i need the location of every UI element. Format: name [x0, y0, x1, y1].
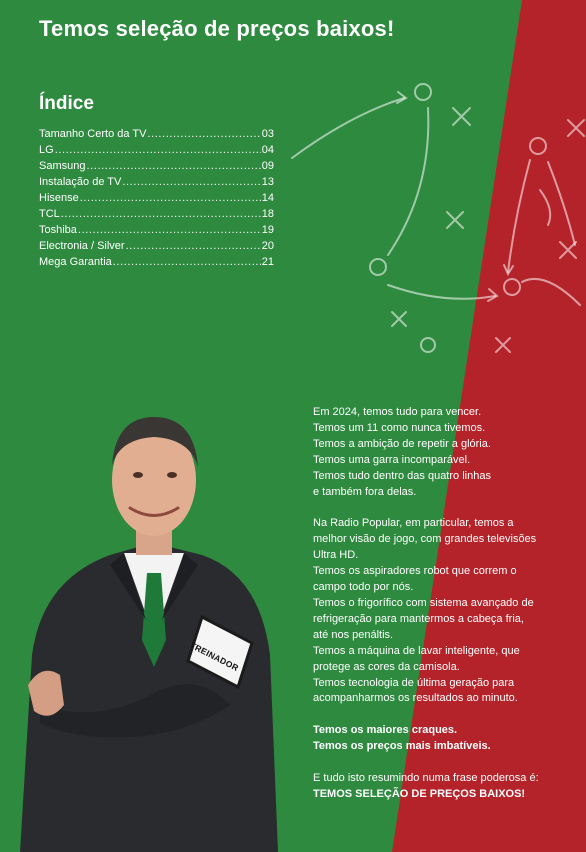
toc-item-label: LG: [39, 144, 54, 156]
toc-item-mega-garantia[interactable]: [39, 256, 274, 272]
toc-leader-dots: [80, 192, 261, 204]
toc-item-label: Samsung: [39, 160, 86, 172]
body-line: Temos o frigorífico com sistema avançado de: [313, 596, 534, 609]
toc-item-page: 19: [261, 224, 274, 236]
toc-leader-dots: [78, 224, 261, 236]
body-line: melhor visão de jogo, com grandes televisões: [313, 533, 537, 546]
toc-item-label: TCL: [39, 208, 60, 220]
index-title: Índice: [39, 93, 94, 114]
body-copy: [313, 405, 575, 803]
body-line: Temos tecnologia de última geração para: [313, 676, 515, 689]
body-line: refrigeração para mantermos a cabeça fria,: [313, 612, 524, 625]
armband-text: TREINADOR: [188, 640, 241, 674]
body-line: Ultra HD.: [313, 549, 359, 562]
toc-leader-dots: [86, 160, 260, 172]
toc-item-page: 09: [261, 160, 274, 172]
coach-photo: [20, 405, 290, 852]
paragraph-gap: [313, 707, 575, 723]
toc-item-page: 04: [261, 144, 274, 156]
toc-item-electronia[interactable]: [39, 240, 274, 256]
toc-item-label: Mega Garantia: [39, 256, 112, 268]
body-line: até nos penáltis.: [313, 628, 394, 641]
toc-item-label: Electronia / Silver: [39, 240, 125, 252]
page-headline: Temos seleção de preços baixos!: [39, 16, 395, 41]
body-line: Temos os aspiradores robot que correm o: [313, 565, 517, 578]
toc-item-label: Hisense: [39, 192, 79, 204]
toc-item-page: 18: [261, 208, 274, 220]
toc-item-lg[interactable]: [39, 144, 274, 160]
body-line: Temos uma garra incomparável.: [313, 453, 471, 466]
toc-item-instalacao[interactable]: [39, 176, 274, 192]
toc-item-hisense[interactable]: [39, 192, 274, 208]
toc-item-samsung[interactable]: [39, 160, 274, 176]
toc-item-toshiba[interactable]: [39, 224, 274, 240]
body-line: Temos tudo dentro das quatro linhas: [313, 469, 491, 482]
left-eye: [133, 472, 143, 478]
toc-item-page: 14: [261, 192, 274, 204]
body-line: Temos a máquina de lavar inteligente, que: [313, 644, 520, 657]
toc-item-tamanho-certo[interactable]: [39, 128, 274, 144]
body-line: Em 2024, temos tudo para vencer.: [313, 406, 482, 418]
toc-item-label: Tamanho Certo da TV: [39, 128, 147, 140]
body-line: E tudo isto resumindo numa frase poderosa é:: [313, 772, 539, 785]
toc-leader-dots: [122, 176, 260, 188]
bold-line: Temos os maiores craques.: [313, 724, 458, 737]
toc-leader-dots: [61, 208, 261, 220]
toc-leader-dots: [55, 144, 261, 156]
body-line: Na Radio Popular, em particular, temos a: [313, 517, 514, 530]
body-line: Temos um 11 como nunca tivemos.: [313, 421, 486, 434]
toc-item-label: Toshiba: [39, 224, 77, 236]
toc-leader-dots: [126, 240, 261, 252]
right-eye: [167, 472, 177, 478]
body-line: e também fora delas.: [313, 485, 417, 498]
toc-item-page: 20: [261, 240, 274, 252]
toc-leader-dots: [113, 256, 261, 268]
body-line: protege as cores da camisola.: [313, 660, 460, 673]
paragraph-gap: [313, 755, 575, 771]
body-line: acompanharmos os resultados ao minuto.: [313, 692, 518, 705]
toc-item-page: 21: [261, 256, 274, 268]
toc-leader-dots: [147, 128, 260, 140]
table-of-contents: [39, 128, 274, 272]
body-line: Temos a ambição de repetir a glória.: [313, 437, 491, 450]
paragraph-gap: [313, 500, 575, 516]
toc-item-tcl[interactable]: [39, 208, 274, 224]
bold-line: Temos os preços mais imbatíveis.: [313, 740, 491, 753]
toc-item-label: Instalação de TV: [39, 176, 122, 188]
toc-item-page: 13: [261, 176, 274, 188]
body-line: campo todo por nós.: [313, 581, 414, 594]
toc-item-page: 03: [261, 128, 274, 140]
closing-slogan: TEMOS SELEÇÃO DE PREÇOS BAIXOS!: [313, 788, 526, 801]
